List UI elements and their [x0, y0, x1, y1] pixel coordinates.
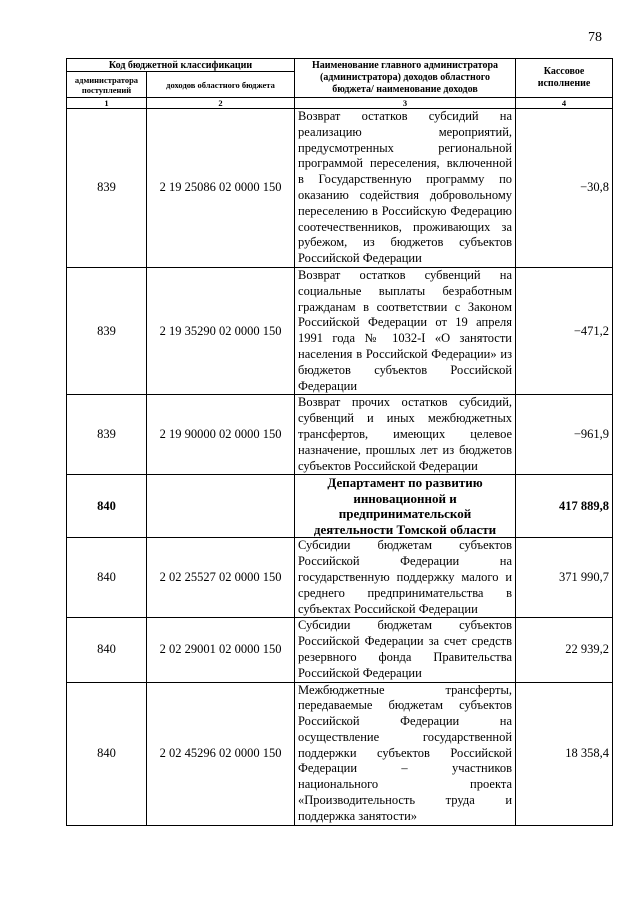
department-name: Департамент по развитию инновационной и предпринимательской деятельности Томской области: [295, 475, 516, 538]
header-cash-execution: Кассовое исполнение: [516, 59, 613, 98]
income-code: 2 19 90000 02 0000 150: [147, 395, 295, 475]
income-code: 2 02 45296 02 0000 150: [147, 682, 295, 825]
table-row: [67, 682, 613, 825]
header-row-numbers: [67, 98, 613, 109]
header-num: 1: [67, 98, 147, 109]
page-number: 78: [588, 30, 602, 45]
income-name: Межбюджетные трансферты, передаваемые бюджетам субъектов Российской Федерации на осуществление государственной поддержки субъектов Российской Федерации – участников национального проекта «Производительность труда и поддержка занятости»: [295, 682, 516, 825]
cash-amount: 22 939,2: [516, 618, 613, 682]
admin-code: 840: [67, 682, 147, 825]
cash-amount: −30,8: [516, 109, 613, 268]
admin-code: 840: [67, 538, 147, 618]
cash-amount: −471,2: [516, 267, 613, 394]
header-classification-group: Код бюджетной классификации: [67, 59, 295, 72]
income-code: 2 19 35290 02 0000 150: [147, 267, 295, 394]
income-name: Возврат остатков субвенций на социальные выплаты безработным гражданам в соответствии с Законом Российской Федерации от 19 апреля 1991 года № 1032-I «О занятости населения в Российской Федерации» из бюджетов субъектов Российской Федерации: [295, 267, 516, 394]
department-row: [67, 475, 613, 538]
cash-amount: −961,9: [516, 395, 613, 475]
table-row: [67, 618, 613, 682]
header-num: 2: [147, 98, 295, 109]
admin-code: 839: [67, 395, 147, 475]
header-num: 4: [516, 98, 613, 109]
header-row-group: [67, 59, 613, 72]
income-name: Субсидии бюджетам субъектов Российской Федерации за счет средств резервного фонда Правительства Российской Федерации: [295, 618, 516, 682]
header-num: 3: [295, 98, 516, 109]
income-code: 2 02 29001 02 0000 150: [147, 618, 295, 682]
cash-amount: 371 990,7: [516, 538, 613, 618]
income-code: 2 19 25086 02 0000 150: [147, 109, 295, 268]
income-name: Возврат остатков субсидий на реализацию мероприятий, предусмотренных региональной программой переселения, включенной в Государственную программу по оказанию содействия добровольному переселению в Российскую Федерацию соотечественников, проживающих за рубежом, из бюджетов субъектов Российской Федерации: [295, 109, 516, 268]
table-row: [67, 267, 613, 394]
admin-code: 840: [67, 618, 147, 682]
table-row: [67, 109, 613, 268]
cash-amount: 18 358,4: [516, 682, 613, 825]
admin-code: 839: [67, 109, 147, 268]
header-name: Наименование главного администратора (администратора) доходов областного бюджета/ наименование доходов: [295, 59, 516, 98]
department-total: 417 889,8: [516, 475, 613, 538]
income-name: Возврат прочих остатков субсидий, субвенций и иных межбюджетных трансфертов, имеющих целевое назначение, прошлых лет из бюджетов субъектов Российской Федерации: [295, 395, 516, 475]
header-income-code: доходов областного бюджета: [147, 72, 295, 98]
table-row: [67, 538, 613, 618]
header-admin: администратора поступлений: [67, 72, 147, 98]
budget-table: [66, 58, 613, 826]
table-row: [67, 395, 613, 475]
admin-code: 840: [67, 475, 147, 538]
admin-code: 839: [67, 267, 147, 394]
income-name: Субсидии бюджетам субъектов Российской Федерации на государственную поддержку малого и среднего предпринимательства в субъектах Российской Федерации: [295, 538, 516, 618]
income-code: [147, 475, 295, 538]
income-code: 2 02 25527 02 0000 150: [147, 538, 295, 618]
